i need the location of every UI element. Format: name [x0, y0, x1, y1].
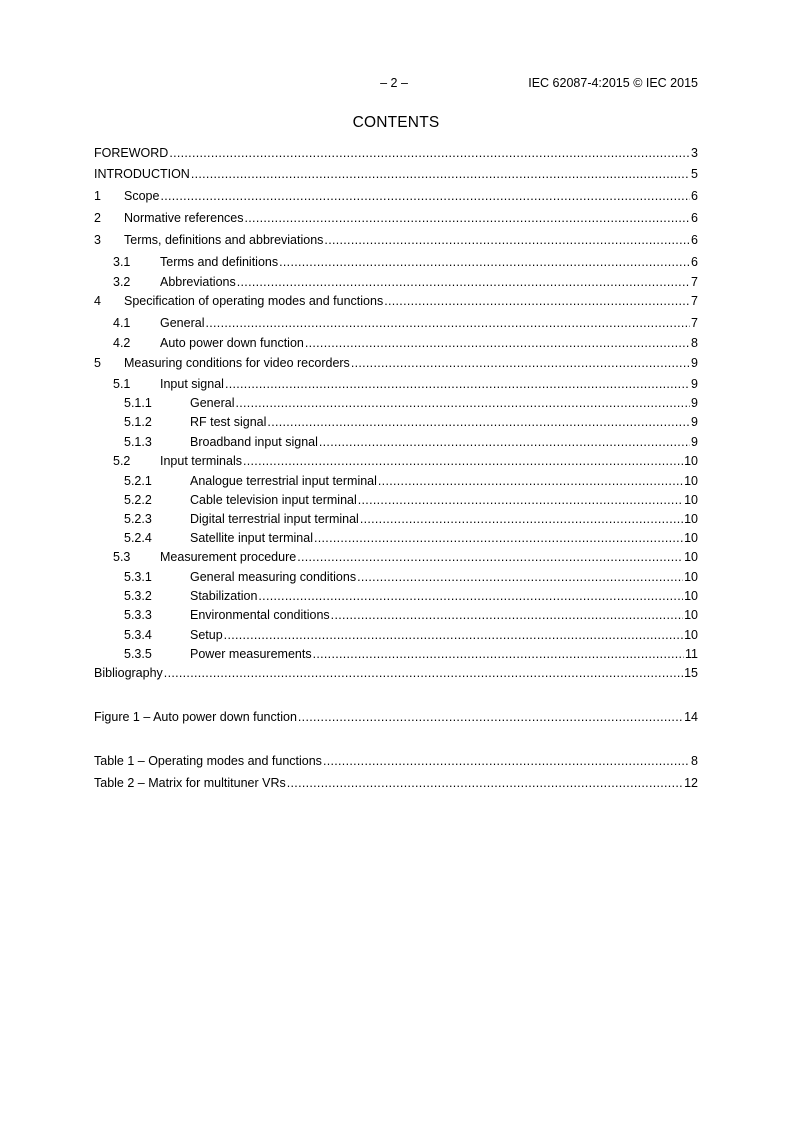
toc-entry-page: 9 — [691, 396, 698, 410]
toc-entry-page: 6 — [691, 233, 698, 247]
toc-entry-3-2[interactable] — [94, 274, 698, 290]
dot-leader — [297, 549, 683, 565]
toc-entry-page: 5 — [691, 167, 698, 181]
toc-entry-number: 5 — [94, 356, 101, 370]
toc-entry-5-2[interactable] — [94, 453, 698, 469]
toc-entry-5[interactable] — [94, 355, 698, 371]
dot-leader — [313, 646, 684, 662]
dot-leader — [205, 315, 690, 331]
toc-entry-text: Terms, definitions and abbreviations — [124, 233, 324, 247]
toc-entry-5-3-3[interactable] — [94, 607, 698, 623]
dot-leader — [358, 492, 683, 508]
page-header — [94, 76, 698, 92]
dot-leader — [243, 453, 683, 469]
dot-leader — [237, 274, 690, 290]
toc-entry-5-2-4[interactable] — [94, 530, 698, 546]
toc-entry-2[interactable] — [94, 210, 698, 226]
contents-title: CONTENTS — [352, 114, 440, 131]
toc-entry-text: Measuring conditions for video recorders — [124, 356, 350, 370]
dot-leader — [225, 376, 690, 392]
toc-entry-page: 6 — [691, 189, 698, 203]
toc-entry-text: Cable television input terminal — [190, 493, 357, 507]
toc-entry-text: General — [160, 316, 205, 330]
toc-entry-5-3-2[interactable] — [94, 588, 698, 604]
toc-entry-page: 10 — [684, 531, 698, 545]
dot-leader — [351, 355, 690, 371]
toc-entry-page: 7 — [691, 275, 698, 289]
toc-entry-page: 14 — [684, 710, 698, 724]
toc-entry-number: 4.1 — [113, 316, 131, 330]
toc-entry-text: Specification of operating modes and functions — [124, 294, 384, 308]
toc-entry-number: 3.2 — [113, 275, 131, 289]
toc-entry-number: 5.2.3 — [124, 512, 152, 526]
toc-entry-page: 8 — [691, 754, 698, 768]
toc-entry-page: 10 — [684, 550, 698, 564]
toc-entry-text: Satellite input terminal — [190, 531, 313, 545]
toc-entry-page: 3 — [691, 146, 698, 160]
toc-entry-5-2-2[interactable] — [94, 492, 698, 508]
dot-leader — [279, 254, 690, 270]
toc-entry-5-3-1[interactable] — [94, 569, 698, 585]
dot-leader — [331, 607, 683, 623]
toc-entry-number: 5.1 — [113, 377, 131, 391]
toc-entry-page: 9 — [691, 435, 698, 449]
dot-leader — [298, 709, 683, 725]
dot-leader — [258, 588, 683, 604]
toc-entry-text: Input terminals — [160, 454, 242, 468]
toc-entry-text: Normative references — [124, 211, 244, 225]
toc-entry-number: 5.2.2 — [124, 493, 152, 507]
toc-entry-page: 11 — [685, 647, 698, 661]
toc-entry-5-2-1[interactable] — [94, 473, 698, 489]
toc-entry-text: Input signal — [160, 377, 224, 391]
toc-entry-text: Bibliography — [94, 666, 163, 680]
dot-leader — [287, 775, 683, 791]
toc-entry-number: 5.3.5 — [124, 647, 152, 661]
toc-entry-number: 5.2.4 — [124, 531, 152, 545]
toc-entry-text: INTRODUCTION — [94, 167, 190, 181]
toc-entry-number: 4.2 — [113, 336, 131, 350]
toc-entry-number: 5.3.2 — [124, 589, 152, 603]
toc-entry-number: 5.2 — [113, 454, 131, 468]
toc-entry-4[interactable] — [94, 293, 698, 309]
toc-entry-number: 5.3.4 — [124, 628, 152, 642]
toc-entry-number: 1 — [94, 189, 101, 203]
toc-entry-5-3[interactable] — [94, 549, 698, 565]
toc-entry-text: Table 1 – Operating modes and functions — [94, 754, 322, 768]
toc-entry-page: 10 — [684, 570, 698, 584]
toc-entry-text: RF test signal — [190, 415, 267, 429]
toc-entry-page: 10 — [684, 589, 698, 603]
dot-leader — [319, 434, 690, 450]
dot-leader — [267, 414, 690, 430]
toc-entry-text: Broadband input signal — [190, 435, 318, 449]
toc-entry-text: Digital terrestrial input terminal — [190, 512, 359, 526]
toc-entry-text: Table 2 – Matrix for multituner VRs — [94, 776, 286, 790]
toc-entry-number: 3 — [94, 233, 101, 247]
toc-entry-page: 10 — [684, 608, 698, 622]
toc-entry-text: Environmental conditions — [190, 608, 330, 622]
toc-entry-number: 5.3.1 — [124, 570, 152, 584]
dot-leader — [305, 335, 690, 351]
toc-entry-text: FOREWORD — [94, 146, 169, 160]
dot-leader — [235, 395, 690, 411]
toc-entry-5-3-4[interactable] — [94, 627, 698, 643]
toc-entry-page: 7 — [691, 294, 698, 308]
toc-entry-4-2[interactable] — [94, 335, 698, 351]
toc-entry-text: General — [190, 396, 235, 410]
toc-entry-number: 5.3.3 — [124, 608, 152, 622]
toc-entry-number: 3.1 — [113, 255, 131, 269]
standard-reference: IEC 62087-4:2015 © IEC 2015 — [528, 76, 698, 90]
toc-entry-text: Stabilization — [190, 589, 258, 603]
toc-entry-bibliography[interactable] — [94, 665, 698, 681]
toc-entry-5-1-3[interactable] — [94, 434, 698, 450]
toc-entry-page: 7 — [691, 316, 698, 330]
toc-entry-number: 4 — [94, 294, 101, 308]
dot-leader — [314, 530, 683, 546]
toc-entry-page: 6 — [691, 255, 698, 269]
toc-entry-text: General measuring conditions — [190, 570, 357, 584]
toc-entry-5-1-1[interactable] — [94, 395, 698, 411]
toc-entry-3-1[interactable] — [94, 254, 698, 270]
toc-entry-text: Auto power down function — [160, 336, 304, 350]
toc-entry-4-1[interactable] — [94, 315, 698, 331]
toc-entry-page: 10 — [684, 512, 698, 526]
toc-entry-page: 10 — [684, 454, 698, 468]
dot-leader — [160, 188, 690, 204]
toc-entry-page: 12 — [684, 776, 698, 790]
toc-entry-page: 9 — [691, 377, 698, 391]
dot-leader — [191, 166, 690, 182]
toc-entry-5-1-2[interactable] — [94, 414, 698, 430]
toc-entry-number: 5.1.1 — [124, 396, 152, 410]
toc-entry-page: 10 — [684, 628, 698, 642]
toc-entry-page: 9 — [691, 415, 698, 429]
toc-entry-text: Figure 1 – Auto power down function — [94, 710, 297, 724]
list-of-tables-entry-2[interactable] — [94, 775, 698, 791]
dot-leader — [384, 293, 690, 309]
toc-entry-number: 5.2.1 — [124, 474, 152, 488]
toc-entry-page: 10 — [684, 493, 698, 507]
toc-entry-text: Terms and definitions — [160, 255, 279, 269]
dot-leader — [323, 753, 690, 769]
toc-entry-introduction[interactable] — [94, 166, 698, 182]
toc-entry-5-1[interactable] — [94, 376, 698, 392]
toc-entry-text: Scope — [124, 189, 160, 203]
toc-entry-number: 5.3 — [113, 550, 131, 564]
toc-entry-page: 8 — [691, 336, 698, 350]
list-of-tables-entry-1[interactable] — [94, 753, 698, 769]
dot-leader — [357, 569, 683, 585]
toc-entry-page: 15 — [684, 666, 698, 680]
toc-entry-3[interactable] — [94, 232, 698, 248]
dot-leader — [245, 210, 691, 226]
dot-leader — [360, 511, 683, 527]
toc-entry-number: 2 — [94, 211, 101, 225]
toc-entry-text: Analogue terrestrial input terminal — [190, 474, 377, 488]
toc-entry-number: 5.1.2 — [124, 415, 152, 429]
toc-entry-foreword[interactable] — [94, 145, 698, 161]
dot-leader — [169, 145, 690, 161]
dot-leader — [224, 627, 683, 643]
toc-entry-text: Setup — [190, 628, 223, 642]
toc-entry-1[interactable] — [94, 188, 698, 204]
list-of-figures-entry-1[interactable] — [94, 709, 698, 725]
toc-entry-text: Measurement procedure — [160, 550, 297, 564]
page-number: – 2 – — [380, 76, 408, 90]
dot-leader — [164, 665, 683, 681]
toc-entry-page: 9 — [691, 356, 698, 370]
dot-leader — [378, 473, 683, 489]
toc-entry-5-2-3[interactable] — [94, 511, 698, 527]
toc-entry-page: 10 — [684, 474, 698, 488]
dot-leader — [324, 232, 690, 248]
toc-entry-page: 6 — [691, 211, 698, 225]
toc-entry-number: 5.1.3 — [124, 435, 152, 449]
toc-entry-text: Abbreviations — [160, 275, 236, 289]
toc-entry-text: Power measurements — [190, 647, 312, 661]
toc-entry-5-3-5[interactable] — [94, 646, 698, 662]
